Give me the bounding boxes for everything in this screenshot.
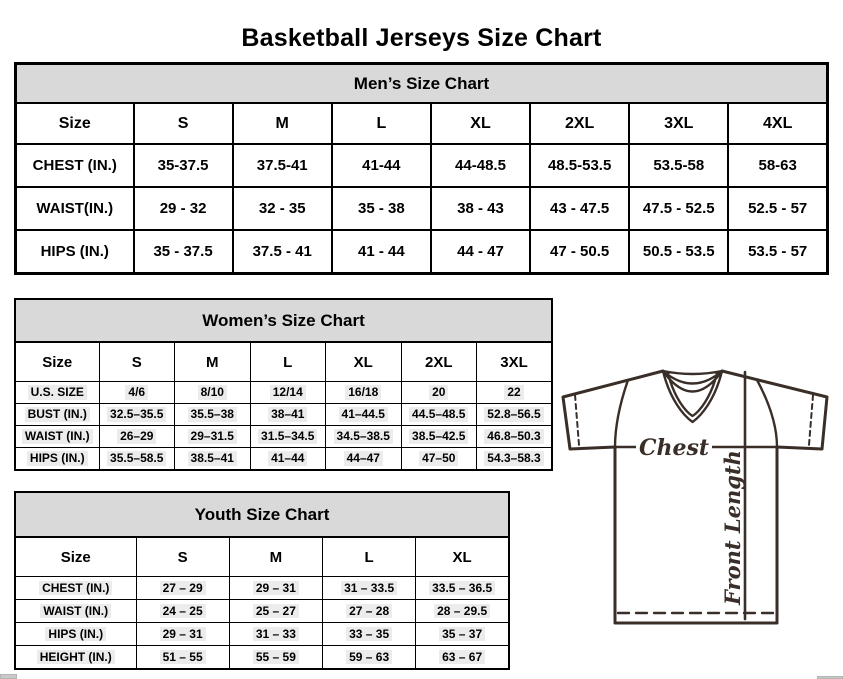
size-value-cell: [99, 426, 175, 448]
column-header: S: [99, 342, 175, 382]
size-value-cell: [323, 600, 416, 623]
youth-column-header-row: [15, 537, 509, 577]
size-value-cell: [416, 577, 509, 600]
size-value-cell: [326, 426, 402, 448]
size-value-cell: 43 - 47.5: [530, 187, 629, 230]
cutoff-element-left: [0, 674, 17, 679]
page-title: Basketball Jerseys Size Chart: [241, 23, 602, 52]
size-value-cell: [136, 646, 229, 670]
column-header: XL: [431, 103, 530, 144]
row-label-text: HEIGHT (IN.): [37, 650, 115, 664]
mens-table-title: Men’s Size Chart: [16, 64, 828, 104]
table-row: [15, 623, 509, 646]
column-header: 4XL: [728, 103, 827, 144]
size-value-cell: 38 - 43: [431, 187, 530, 230]
size-value-cell: 44-48.5: [431, 144, 530, 187]
chest-label: Chest: [638, 435, 710, 461]
table-row: [15, 448, 552, 471]
size-value-cell: [136, 623, 229, 646]
size-value-cell: [477, 382, 553, 404]
size-value-cell-text: 47–50: [419, 451, 458, 465]
size-value-cell: [175, 448, 251, 471]
size-value-cell: [229, 600, 322, 623]
size-value-cell: [229, 577, 322, 600]
size-value-cell-text: 35.5–38: [188, 407, 237, 421]
row-label: [15, 382, 99, 404]
table-row: [16, 144, 828, 187]
size-value-cell: 29 - 32: [134, 187, 233, 230]
size-value-cell: 37.5-41: [233, 144, 332, 187]
size-value-cell: [99, 448, 175, 471]
size-value-cell-text: 24 – 25: [160, 604, 206, 618]
column-header: 3XL: [629, 103, 728, 144]
size-value-cell: 48.5-53.5: [530, 144, 629, 187]
size-value-cell: [136, 600, 229, 623]
size-value-cell-text: 31 – 33: [253, 627, 299, 641]
size-value-cell: 35 - 37.5: [134, 230, 233, 274]
row-label-text: BUST (IN.): [25, 407, 90, 421]
row-label: [15, 448, 99, 471]
size-value-cell: 47.5 - 52.5: [629, 187, 728, 230]
table-row: [15, 382, 552, 404]
size-value-cell: 53.5 - 57: [728, 230, 827, 274]
size-value-cell: [175, 426, 251, 448]
size-value-cell: [229, 646, 322, 670]
row-label: [15, 600, 136, 623]
size-value-cell-text: 20: [429, 385, 448, 399]
size-value-cell: 35-37.5: [134, 144, 233, 187]
size-value-cell-text: 31 – 33.5: [341, 581, 397, 595]
row-label: HIPS (IN.): [16, 230, 134, 274]
column-header: S: [136, 537, 229, 577]
size-value-cell-text: 22: [504, 385, 523, 399]
size-value-cell-text: 41–44.5: [339, 407, 388, 421]
column-header: L: [332, 103, 431, 144]
womens-size-table: [14, 298, 553, 471]
size-value-cell-text: 27 – 29: [160, 581, 206, 595]
size-value-cell-text: 34.5–38.5: [334, 429, 393, 443]
size-value-cell: 32 - 35: [233, 187, 332, 230]
row-label: [15, 404, 99, 426]
size-value-cell-text: 8/10: [198, 385, 227, 399]
size-value-cell: [401, 426, 477, 448]
size-value-cell: 52.5 - 57: [728, 187, 827, 230]
size-value-cell-text: 16/18: [345, 385, 381, 399]
size-value-cell-text: 32.5–35.5: [107, 407, 166, 421]
table-row: [15, 646, 509, 670]
size-value-cell-text: 4/6: [125, 385, 148, 399]
size-value-cell: [477, 404, 553, 426]
size-value-cell-text: 63 – 67: [439, 650, 485, 664]
size-value-cell-text: 38–41: [268, 407, 307, 421]
size-value-cell: 35 - 38: [332, 187, 431, 230]
row-label: WAIST(IN.): [16, 187, 134, 230]
jersey-diagram: [556, 356, 836, 628]
womens-table-title: Women’s Size Chart: [15, 299, 552, 342]
column-header: M: [229, 537, 322, 577]
size-value-cell-text: 12/14: [270, 385, 306, 399]
column-header: XL: [326, 342, 402, 382]
size-value-cell: [99, 404, 175, 426]
size-value-cell: 37.5 - 41: [233, 230, 332, 274]
size-value-cell-text: 33 – 35: [346, 627, 392, 641]
size-value-cell-text: 29–31.5: [188, 429, 237, 443]
mens-title-row: [16, 64, 828, 104]
column-header: XL: [416, 537, 509, 577]
row-label: [15, 646, 136, 670]
size-value-cell: [323, 646, 416, 670]
size-value-cell-text: 26–29: [117, 429, 156, 443]
column-header: Size: [15, 537, 136, 577]
size-value-cell: [477, 448, 553, 471]
column-header: 2XL: [401, 342, 477, 382]
row-label-text: U.S. SIZE: [28, 385, 87, 399]
size-value-cell-text: 29 – 31: [160, 627, 206, 641]
jersey-outline-icon: [563, 371, 827, 623]
row-label: [15, 426, 99, 448]
size-value-cell: [326, 382, 402, 404]
size-value-cell: 50.5 - 53.5: [629, 230, 728, 274]
column-header: S: [134, 103, 233, 144]
left-sleeve-seam: [615, 380, 628, 447]
row-label-text: HIPS (IN.): [27, 451, 88, 465]
table-row: [16, 230, 828, 274]
size-value-cell: [99, 382, 175, 404]
youth-table-title: Youth Size Chart: [15, 492, 509, 537]
size-value-cell: [401, 448, 477, 471]
row-label: [15, 577, 136, 600]
size-value-cell-text: 46.8–50.3: [484, 429, 543, 443]
size-value-cell: 47 - 50.5: [530, 230, 629, 274]
row-label-text: WAIST (IN.): [40, 604, 111, 618]
size-value-cell: 58-63: [728, 144, 827, 187]
youth-title-row: [15, 492, 509, 537]
size-value-cell: 53.5-58: [629, 144, 728, 187]
size-value-cell-text: 44.5–48.5: [409, 407, 468, 421]
size-value-cell-text: 35.5–58.5: [107, 451, 166, 465]
size-value-cell-text: 51 – 55: [160, 650, 206, 664]
column-header: Size: [15, 342, 99, 382]
size-value-cell-text: 29 – 31: [253, 581, 299, 595]
size-value-cell-text: 59 – 63: [346, 650, 392, 664]
collar-icon: [663, 371, 722, 422]
row-label: CHEST (IN.): [16, 144, 134, 187]
column-header: Size: [16, 103, 134, 144]
column-header: M: [233, 103, 332, 144]
left-cuff-stitch: [575, 395, 579, 445]
womens-column-header-row: [15, 342, 552, 382]
size-value-cell: [401, 404, 477, 426]
size-value-cell: [416, 600, 509, 623]
table-row: [15, 404, 552, 426]
size-value-cell: [250, 426, 326, 448]
row-label-text: CHEST (IN.): [39, 581, 112, 595]
size-value-cell: [175, 382, 251, 404]
size-value-cell: [401, 382, 477, 404]
column-header: L: [323, 537, 416, 577]
table-row: [15, 600, 509, 623]
size-value-cell: 41 - 44: [332, 230, 431, 274]
mens-column-header-row: [16, 103, 828, 144]
size-value-cell: [250, 404, 326, 426]
size-value-cell: 41-44: [332, 144, 431, 187]
table-row: [15, 577, 509, 600]
column-header: 3XL: [477, 342, 553, 382]
size-value-cell-text: 25 – 27: [253, 604, 299, 618]
right-sleeve-seam: [757, 380, 777, 447]
row-label: [15, 623, 136, 646]
size-value-cell: [250, 448, 326, 471]
size-value-cell: [136, 577, 229, 600]
size-value-cell-text: 44–47: [344, 451, 383, 465]
table-row: [16, 187, 828, 230]
size-value-cell: [416, 623, 509, 646]
column-header: L: [250, 342, 326, 382]
size-value-cell-text: 54.3–58.3: [484, 451, 543, 465]
size-value-cell-text: 35 – 37: [439, 627, 485, 641]
row-label-text: HIPS (IN.): [45, 627, 106, 641]
womens-title-row: [15, 299, 552, 342]
column-header: M: [175, 342, 251, 382]
row-label-text: WAIST (IN.): [22, 429, 93, 443]
right-cuff-stitch: [809, 395, 813, 445]
size-value-cell: 44 - 47: [431, 230, 530, 274]
size-value-cell-text: 38.5–42.5: [409, 429, 468, 443]
size-value-cell-text: 28 – 29.5: [434, 604, 490, 618]
table-row: [15, 426, 552, 448]
size-value-cell-text: 38.5–41: [188, 451, 237, 465]
size-value-cell-text: 52.8–56.5: [484, 407, 543, 421]
size-value-cell: [175, 404, 251, 426]
size-value-cell: [326, 448, 402, 471]
mens-size-table: [14, 62, 829, 275]
size-value-cell-text: 33.5 – 36.5: [429, 581, 495, 595]
front-length-label: Front Length: [720, 450, 745, 605]
youth-size-table: [14, 491, 510, 670]
size-value-cell: [416, 646, 509, 670]
size-value-cell-text: 27 – 28: [346, 604, 392, 618]
size-value-cell: [477, 426, 553, 448]
size-value-cell: [250, 382, 326, 404]
size-value-cell: [323, 623, 416, 646]
size-value-cell-text: 41–44: [268, 451, 307, 465]
size-value-cell-text: 55 – 59: [253, 650, 299, 664]
column-header: 2XL: [530, 103, 629, 144]
size-value-cell: [326, 404, 402, 426]
size-value-cell: [229, 623, 322, 646]
size-value-cell: [323, 577, 416, 600]
size-value-cell-text: 31.5–34.5: [258, 429, 317, 443]
